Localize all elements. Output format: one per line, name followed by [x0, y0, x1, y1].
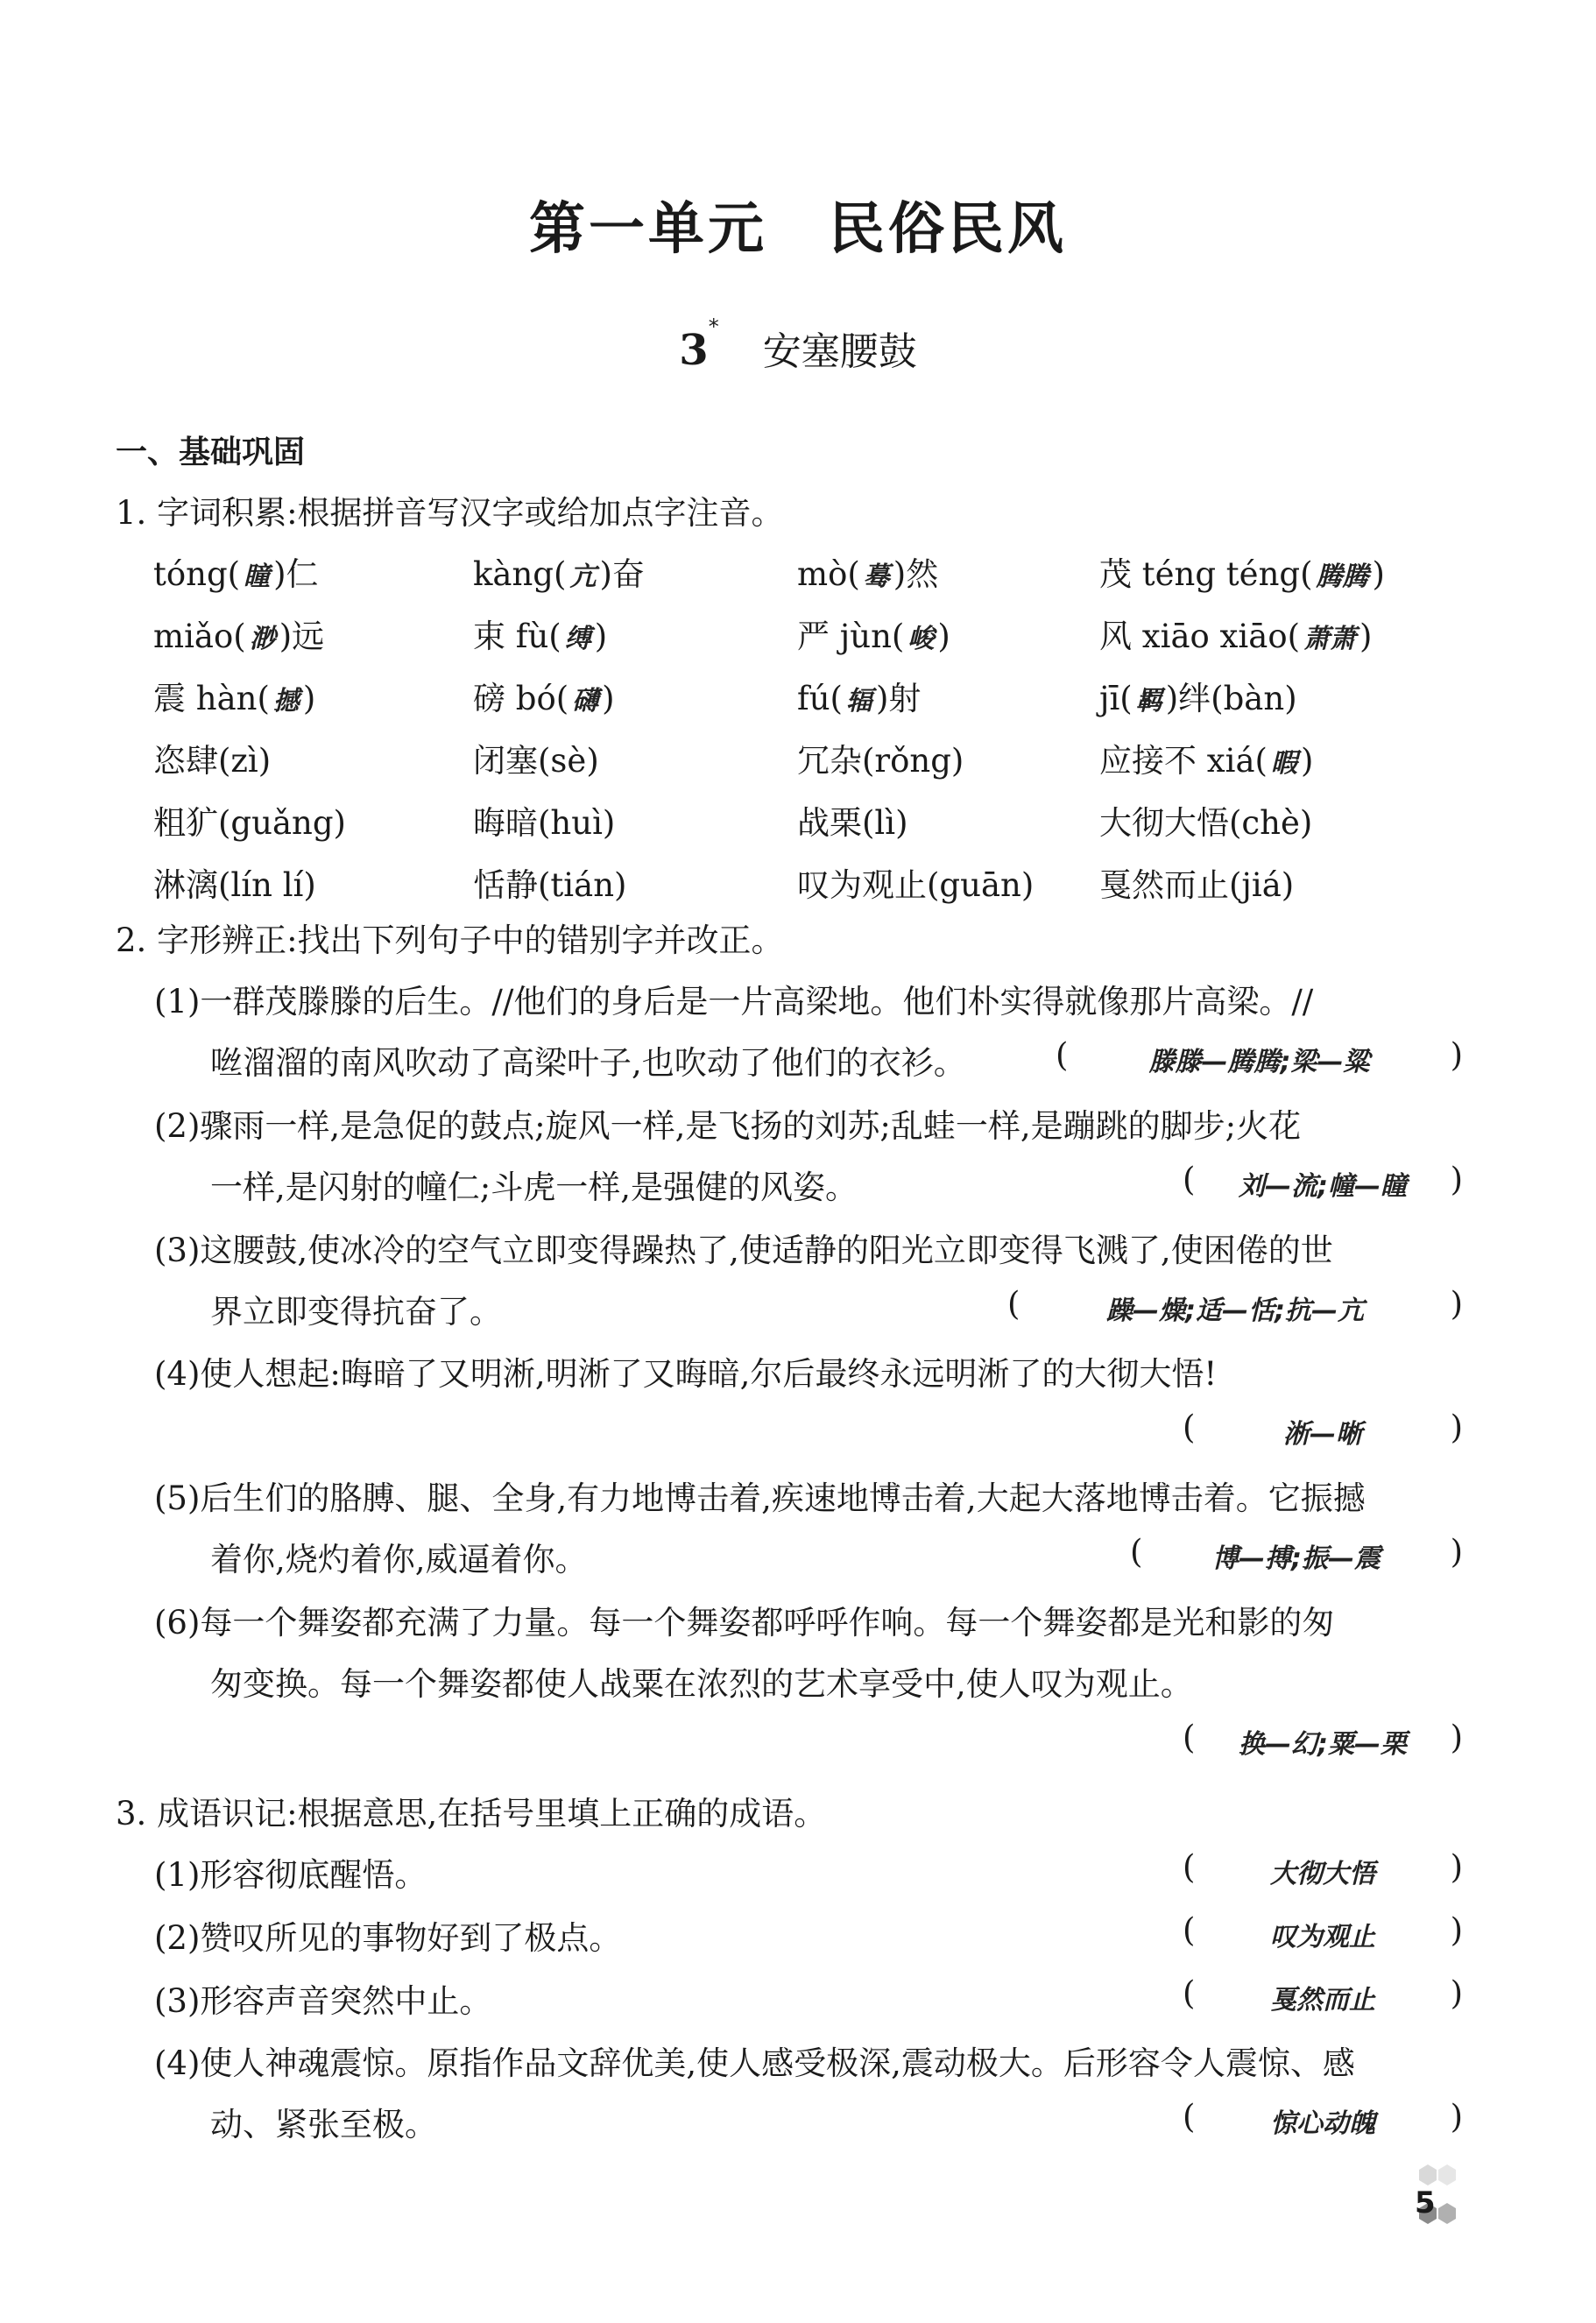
q1-item-answer: 礴	[572, 686, 599, 717]
q3-item-line: (3)形容声音突然中止。	[154, 1982, 492, 2020]
q1-item-text: 严 jùn(	[797, 618, 905, 655]
q2-answer: ( 博—搏;振—震 )	[1130, 1533, 1463, 1574]
q1-item-text: 风 xiāo xiāo(	[1099, 618, 1301, 655]
q1-item	[473, 610, 607, 657]
q1-item	[153, 610, 324, 657]
q2-answer-text: 淅—晰	[1283, 1419, 1362, 1450]
q1-item	[797, 796, 908, 844]
q1-item-text: 叹为观止(guān)	[797, 866, 1035, 904]
q3-item-line: (4)使人神魂震惊。原指作品文辞优美,使人感受极深,震动极大。后形容令人震惊、感	[154, 2044, 1355, 2082]
q1-item	[473, 734, 599, 781]
q1-item-text: 闭塞(sè)	[473, 742, 599, 780]
q1-item-suffix: )远	[279, 618, 325, 655]
q1-item-suffix: )仁	[273, 555, 319, 593]
q1-item	[1099, 610, 1372, 657]
q1-item-text: tóng(	[153, 555, 241, 593]
q1-item-answer: 亢	[569, 561, 597, 592]
q1-item	[797, 858, 1034, 906]
unit-title	[0, 184, 1596, 265]
q3-answer: ( 大彻大悟 )	[1183, 1848, 1463, 1889]
unit-title-part-a: 第一单元	[529, 196, 767, 262]
q1-item	[473, 547, 645, 595]
q1-item-suffix: )	[1359, 618, 1373, 655]
page-number: 5	[1415, 2185, 1436, 2221]
q1-item-answer: 暇	[1270, 748, 1297, 779]
q1-item-suffix: )绊(bàn)	[1165, 680, 1297, 717]
q2-answer-text: 博—搏;振—震	[1212, 1543, 1381, 1574]
q3-answer: ( 惊心动魄 )	[1183, 2098, 1463, 2139]
q1-item-text: 恣肆(zì)	[153, 742, 272, 780]
q1-item-text: 大彻大悟(chè)	[1099, 804, 1313, 842]
q1-item	[1099, 672, 1297, 719]
q1-item	[153, 858, 316, 906]
q2-prompt: 2. 字形辨正:找出下列句子中的错别字并改正。	[116, 921, 784, 959]
q1-item	[473, 672, 615, 719]
q2-item-line: (1)一群茂滕滕的后生。//他们的身后是一片高梁地。他们朴实得就像那片高梁。//	[154, 983, 1314, 1020]
q2-answer-text: 躁—燥;适—恬;抗—亢	[1106, 1296, 1364, 1326]
q1-item-answer: 辐	[845, 686, 872, 717]
unit-title-part-b: 民俗民风	[829, 196, 1067, 262]
section-heading: 一、基础巩固	[116, 434, 306, 470]
q1-item-text: 恬静(tián)	[473, 866, 627, 904]
q2-answer: ( 换—幻;粟—栗 )	[1183, 1719, 1463, 1760]
q2-answer-text: 滕滕—腾腾;梁—粱	[1148, 1047, 1370, 1077]
q1-item	[797, 672, 921, 719]
q1-item-text: 粗犷(guǎng)	[153, 804, 346, 842]
q2-answer: ( 淅—晰 )	[1183, 1409, 1463, 1450]
q1-item-suffix: )奋	[599, 555, 645, 593]
q1-item-answer: 腾腾	[1316, 561, 1369, 592]
q1-item-suffix: )	[937, 618, 950, 655]
q1-item-text: 磅 bó(	[473, 680, 569, 717]
q1-item-answer: 萧萧	[1303, 624, 1357, 654]
q1-item	[1099, 734, 1313, 781]
q1-item-text: mò(	[797, 555, 860, 593]
q2-item-line: 界立即变得抗奋了。	[210, 1293, 502, 1331]
hexagon-decoration-icon	[1402, 2159, 1472, 2229]
q3-answer-text: 戛然而止	[1270, 1985, 1375, 2016]
q1-item	[153, 547, 319, 595]
q1-item-suffix: )	[1300, 742, 1314, 780]
q3-answer-text: 惊心动魄	[1270, 2108, 1375, 2139]
q1-prompt: 1. 字词积累:根据拼音写汉字或给加点字注音。	[116, 494, 784, 532]
q2-answer: ( 刘—流;幢—瞳 )	[1183, 1161, 1463, 1202]
q2-answer: ( 滕滕—腾腾;梁—粱 )	[1056, 1036, 1463, 1077]
q1-item-answer: 羁	[1135, 686, 1162, 717]
q1-item-suffix: )	[1372, 555, 1385, 593]
q2-answer-text: 换—幻;粟—栗	[1239, 1729, 1407, 1760]
q1-item-text: 应接不 xiá(	[1099, 742, 1268, 780]
q1-item-answer: 缚	[564, 624, 591, 654]
q3-answer-text: 大彻大悟	[1270, 1859, 1375, 1889]
q2-item-line: (3)这腰鼓,使冰冷的空气立即变得躁热了,使适静的阳光立即变得飞溅了,使困倦的世	[154, 1232, 1333, 1269]
q1-item	[797, 610, 950, 657]
q2-item-line: (5)后生们的胳膊、腿、全身,有力地博击着,疾速地博击着,大起大落地博击着。它振撼	[154, 1479, 1366, 1517]
q2-item-line: (2)骤雨一样,是急促的鼓点;旋风一样,是飞扬的刘苏;乱蛙一样,是蹦跳的脚步;火花	[154, 1107, 1302, 1145]
q1-item-text: jī(	[1099, 680, 1133, 717]
q2-item-line: 咝溜溜的南风吹动了高梁叶子,也吹动了他们的衣衫。	[210, 1044, 966, 1082]
lesson-title	[0, 314, 1596, 376]
q2-item-line: 匆变换。每一个舞姿都使人战粟在浓烈的艺术享受中,使人叹为观止。	[210, 1665, 1193, 1703]
q3-item-line: (2)赞叹所见的事物好到了极点。	[154, 1919, 622, 1957]
q1-item-text: 淋漓(lín lí)	[153, 866, 316, 904]
q1-item-answer: 峻	[907, 624, 935, 654]
lesson-number: 3	[679, 326, 709, 375]
q1-item	[153, 796, 346, 844]
q2-answer-text: 刘—流;幢—瞳	[1239, 1171, 1407, 1202]
q1-item-suffix: )然	[893, 555, 939, 593]
q1-item	[153, 734, 271, 781]
q1-item-answer: 蓦	[863, 561, 890, 592]
q1-item-text: 戛然而止(jiá)	[1099, 866, 1295, 904]
q3-prompt: 3. 成语识记:根据意思,在括号里填上正确的成语。	[116, 1795, 827, 1832]
q2-item-line: (4)使人想起:晦暗了又明淅,明淅了又晦暗,尔后最终永远明淅了的大彻大悟!	[154, 1355, 1218, 1393]
q3-answer-text: 叹为观止	[1270, 1922, 1375, 1952]
q1-item-answer: 渺	[249, 624, 276, 654]
q1-item	[1099, 547, 1385, 595]
q3-item-line: (1)形容彻底醒悟。	[154, 1856, 427, 1894]
q1-item-answer: 撼	[272, 686, 300, 717]
q1-item-text: kàng(	[473, 555, 567, 593]
q1-item-text: miǎo(	[153, 618, 246, 655]
q1-item-text: 冗杂(rǒng)	[797, 742, 964, 780]
q1-item-suffix: )射	[875, 680, 922, 717]
q1-item-suffix: )	[594, 618, 608, 655]
q2-answer: ( 躁—燥;适—恬;抗—亢 )	[1007, 1285, 1463, 1326]
q1-item	[473, 858, 626, 906]
q1-item-text: 战栗(lì)	[797, 804, 908, 842]
lesson-name: 安塞腰鼓	[762, 329, 917, 374]
q1-item	[153, 672, 315, 719]
q1-item	[1099, 858, 1294, 906]
q1-item	[797, 547, 938, 595]
q1-item	[1099, 796, 1312, 844]
lesson-star: *	[708, 314, 719, 339]
q1-item	[797, 734, 964, 781]
q1-item-text: 茂 téng téng(	[1099, 555, 1313, 593]
q1-item-text: 震 hàn(	[153, 680, 270, 717]
q3-answer: ( 戛然而止 )	[1183, 1974, 1463, 2016]
q2-item-line: 着你,烧灼着你,威逼着你。	[210, 1541, 588, 1578]
q1-item-answer: 瞳	[244, 561, 271, 592]
q1-item-suffix: )	[602, 680, 615, 717]
q2-item-line: 一样,是闪射的幢仁;斗虎一样,是强健的风姿。	[210, 1169, 858, 1206]
q1-item-text: 束 fù(	[473, 618, 561, 655]
q1-item-text: 晦暗(huì)	[473, 804, 616, 842]
q1-item	[473, 796, 615, 844]
q3-item-line: 动、紧张至极。	[210, 2106, 437, 2143]
q2-item-line: (6)每一个舞姿都充满了力量。每一个舞姿都呼呼作响。每一个舞姿都是光和影的匆	[154, 1604, 1335, 1642]
q1-item-suffix: )	[302, 680, 316, 717]
q1-item-text: fú(	[797, 680, 843, 717]
q3-answer: ( 叹为观止 )	[1183, 1911, 1463, 1952]
